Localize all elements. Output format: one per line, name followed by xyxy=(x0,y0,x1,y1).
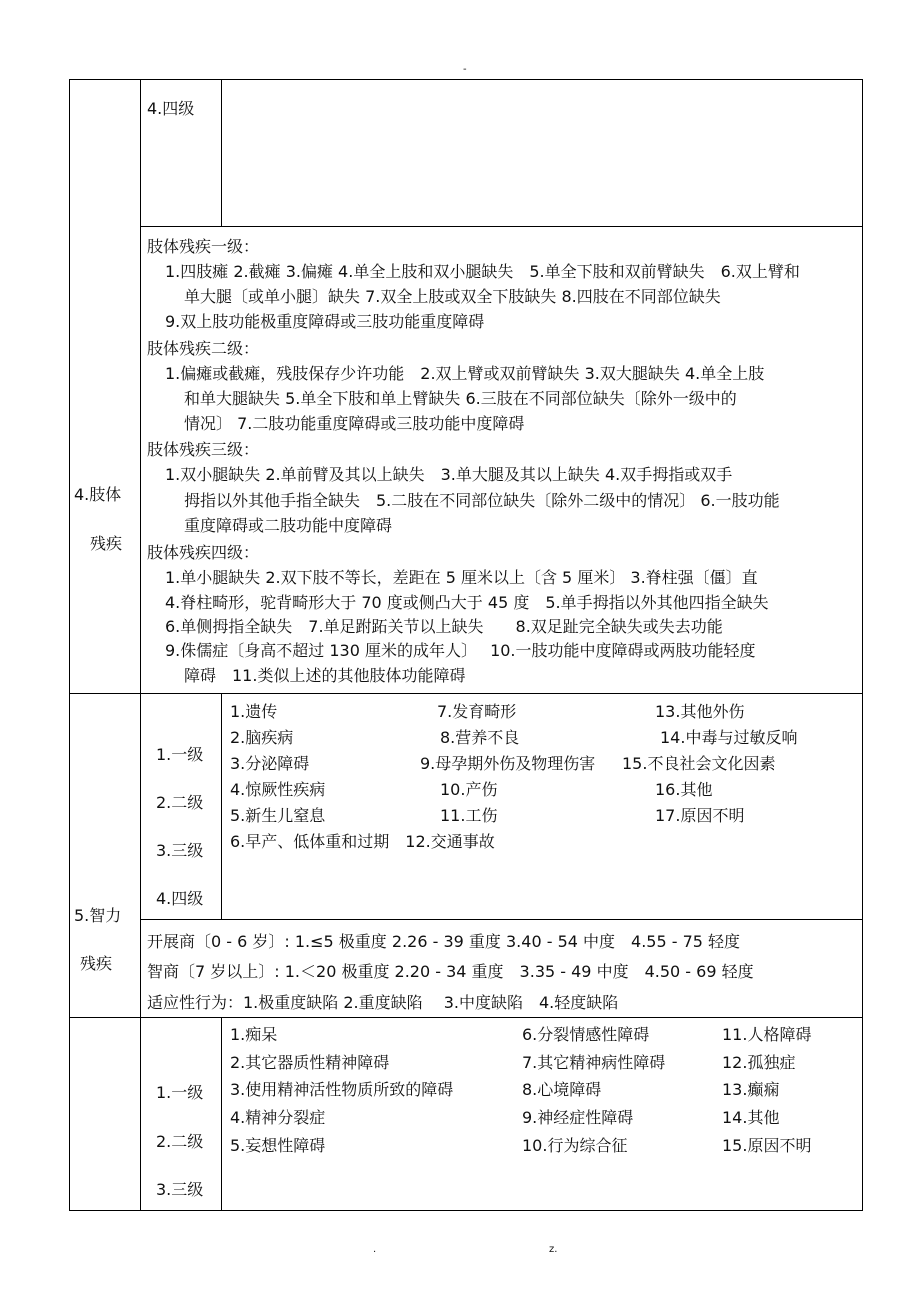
grade-item: 3.三级 xyxy=(156,1180,204,1199)
grade-item: 3.三级 xyxy=(156,841,204,860)
cause-item: 6.早产、低体重和过期 12.交通事故 xyxy=(230,832,495,851)
grade-item: 1.一级 xyxy=(156,745,204,764)
cause-item: 10.行为综合征 xyxy=(522,1136,628,1155)
criteria-line: 4.脊柱畸形，驼背畸形大于 70 度或侧凸大于 45 度 5.单手拇指以外其他四指全缺失 xyxy=(165,593,769,612)
iq-line: 开展商〔0 - 6 岁〕: 1.≤5 极重度 2.26 - 39 重度 3.40 - 54 中度 4.55 - 75 轻度 xyxy=(147,932,741,951)
top-mark: - xyxy=(463,64,467,75)
cause-item: 8.心境障碍 xyxy=(522,1080,602,1099)
criteria-heading: 肢体残疾三级： xyxy=(147,440,260,459)
criteria-line: 情况〕 7.二肢功能重度障碍或三肢功能中度障碍 xyxy=(184,414,525,433)
cause-item: 9.神经症性障碍 xyxy=(522,1108,634,1127)
cause-item: 4.惊厥性疾病 xyxy=(230,780,326,799)
section4-top-grade: 4.四级 xyxy=(147,99,195,118)
criteria-line: 1.双小腿缺失 2.单前臂及其以上缺失 3.单大腿及其以上缺失 4.双手拇指或双手 xyxy=(165,465,733,484)
cause-item: 5.新生儿窒息 xyxy=(230,806,326,825)
grade-item: 4.四级 xyxy=(156,889,204,908)
cause-item: 6.分裂情感性障碍 xyxy=(522,1025,650,1044)
cause-item: 3.使用精神活性物质所致的障碍 xyxy=(230,1080,454,1099)
cause-item: 1.遗传 xyxy=(230,702,278,721)
criteria-line: 6.单侧拇指全缺失 7.单足跗跖关节以上缺失 8.双足趾完全缺失或失去功能 xyxy=(165,617,723,636)
criteria-line: 障碍 11.类似上述的其他肢体功能障碍 xyxy=(184,666,466,685)
criteria-heading: 肢体残疾四级： xyxy=(147,543,260,562)
cause-item: 2.其它器质性精神障碍 xyxy=(230,1053,390,1072)
section5-label-line1: 5.智力 xyxy=(74,906,122,925)
cause-item: 15.不良社会文化因素 xyxy=(622,754,776,773)
grade-item: 1.一级 xyxy=(156,1083,204,1102)
cause-item: 17.原因不明 xyxy=(655,806,745,825)
grade-item: 2.二级 xyxy=(156,793,204,812)
criteria-line: 1.偏瘫或截瘫，残肢保存少许功能 2.双上臂或双前臂缺失 3.双大腿缺失 4.单全上肢 xyxy=(165,364,765,383)
cause-item: 1.痴呆 xyxy=(230,1025,278,1044)
criteria-line: 拇指以外其他手指全缺失 5.二肢在不同部位缺失〔除外二级中的情况〕 6.一肢功能 xyxy=(184,491,780,510)
cause-item: 11.人格障碍 xyxy=(722,1025,812,1044)
section4-label-line1: 4.肢体 xyxy=(74,485,122,504)
cause-item: 7.其它精神病性障碍 xyxy=(522,1053,666,1072)
cause-item: 13.癫痫 xyxy=(722,1080,780,1099)
criteria-heading: 肢体残疾二级： xyxy=(147,339,260,358)
cause-item: 3.分泌障碍 xyxy=(230,754,310,773)
cause-item: 9.母孕期外伤及物理伤害 xyxy=(420,754,596,773)
criteria-line: 9.侏儒症〔身高不超过 130 厘米的成年人〕 10.一肢功能中度障碍或两肢功能轻度 xyxy=(165,641,756,660)
cause-item: 7.发育畸形 xyxy=(437,702,517,721)
cause-item: 11.工伤 xyxy=(440,806,498,825)
footer-dot: . xyxy=(373,1244,377,1255)
cause-item: 10.产伤 xyxy=(440,780,498,799)
section5-label-line2: 残疾 xyxy=(80,954,113,973)
criteria-line: 重度障碍或二肢功能中度障碍 xyxy=(184,516,393,535)
criteria-line: 9.双上肢功能极重度障碍或三肢功能重度障碍 xyxy=(165,312,485,331)
cause-item: 4.精神分裂症 xyxy=(230,1108,326,1127)
cause-item: 14.其他 xyxy=(722,1108,780,1127)
cause-item: 15.原因不明 xyxy=(722,1136,812,1155)
iq-line: 智商〔7 岁以上〕: 1.＜20 极重度 2.20 - 34 重度 3.35 - 49 中度 4.50 - 69 轻度 xyxy=(147,962,754,981)
cause-item: 16.其他 xyxy=(655,780,713,799)
footer-z: z. xyxy=(549,1244,558,1255)
cause-item: 13.其他外伤 xyxy=(655,702,745,721)
cause-item: 12.孤独症 xyxy=(722,1053,796,1072)
criteria-line: 1.单小腿缺失 2.双下肢不等长，差距在 5 厘米以上〔含 5 厘米〕 3.脊柱强〔僵〕直 xyxy=(165,568,758,587)
iq-line: 适应性行为：1.极重度缺陷 2.重度缺陷 3.中度缺陷 4.轻度缺陷 xyxy=(147,993,619,1012)
criteria-line: 单大腿〔或单小腿〕缺失 7.双全上肢或双全下肢缺失 8.四肢在不同部位缺失 xyxy=(184,287,721,306)
grade-item: 2.二级 xyxy=(156,1132,204,1151)
criteria-heading: 肢体残疾一级： xyxy=(147,237,260,256)
cause-item: 8.营养不良 xyxy=(440,728,520,747)
cause-item: 14.中毒与过敏反响 xyxy=(660,728,798,747)
criteria-line: 1.四肢瘫 2.截瘫 3.偏瘫 4.单全上肢和双小腿缺失 5.单全下肢和双前臂缺失 6.双上臂和 xyxy=(165,262,800,281)
section4-label-line2: 残疾 xyxy=(90,534,123,553)
cause-item: 2.脑疾病 xyxy=(230,728,294,747)
cause-item: 5.妄想性障碍 xyxy=(230,1136,326,1155)
criteria-line: 和单大腿缺失 5.单全下肢和单上臂缺失 6.三肢在不同部位缺失〔除外一级中的 xyxy=(184,389,737,408)
